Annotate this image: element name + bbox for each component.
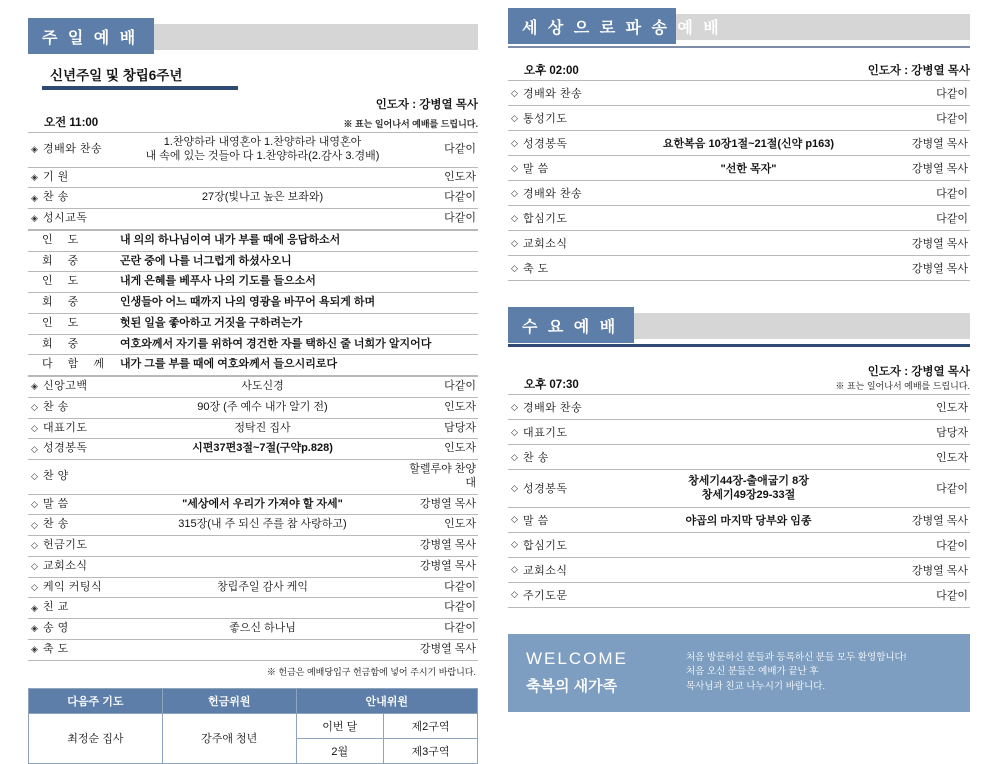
order-item-content [607, 256, 890, 281]
order-mark: ◇ [508, 256, 521, 281]
order-mark: ◇ [28, 397, 41, 418]
order-item-person: 인도자 [398, 167, 478, 188]
order-item-label: 합심기도 [521, 206, 607, 231]
order-mark: ◇ [508, 582, 521, 607]
order-row [508, 206, 970, 231]
order-mark: ◇ [508, 507, 521, 532]
order-item-label: 말 씀 [521, 156, 607, 181]
duty-table [28, 688, 478, 764]
order-item-person: 다같이 [890, 470, 970, 508]
order-content-line: 창세기49장29-33절 [701, 489, 796, 502]
order-item-person: 다같이 [890, 206, 970, 231]
order-row [28, 377, 478, 398]
order-item-content [607, 420, 890, 445]
order-item-content: 27장(빛나고 높은 보좌와) [127, 188, 398, 209]
order-item-person: 다같이 [398, 598, 478, 619]
order-item-content [607, 106, 890, 131]
order-mark: ◇ [508, 395, 521, 420]
order-content-line: 1.찬양하라 내영혼아 1.찬양하라 내영혼아 [163, 136, 362, 148]
responsive-row [28, 230, 478, 251]
order-mark: ◇ [508, 206, 521, 231]
responsive-text: 내가 그를 부를 때에 여호와께서 들으시리로다 [114, 355, 478, 376]
order-item-label: 성경봉독 [41, 439, 127, 460]
order-item-label: 헌금기도 [41, 536, 127, 557]
welcome-text-line: 처음 방문하신 분들과 등록하신 분들 모두 환영합니다! [686, 651, 907, 663]
order-item-person: 강병열 목사 [398, 556, 478, 577]
order-item-person: 다같이 [890, 106, 970, 131]
order-item-person: 강병열 목사 [890, 231, 970, 256]
mission-service-banner [508, 8, 970, 46]
order-item-label: 축 도 [521, 256, 607, 281]
order-mark: ◇ [508, 156, 521, 181]
order-item-label: 성경봉독 [521, 131, 607, 156]
order-item-label: 경배와 찬송 [41, 133, 127, 168]
order-row [28, 167, 478, 188]
order-mark: ◇ [28, 515, 41, 536]
order-mark: ◇ [508, 532, 521, 557]
order-row [508, 420, 970, 445]
order-item-person: 인도자 [398, 439, 478, 460]
order-item-person: 강병열 목사 [398, 639, 478, 660]
responsive-role: 인 도 [28, 230, 114, 251]
welcome-text-line: 처음 오신 분들은 예배가 끝난 후 [686, 666, 819, 678]
order-item-content: 사도신경 [127, 377, 398, 398]
order-item-content [127, 536, 398, 557]
wednesday-time: 오후 07:30 [524, 379, 579, 391]
order-item-content: 315장(내 주 되신 주를 참 사랑하고) [127, 515, 398, 536]
order-item-label: 기 원 [41, 167, 127, 188]
order-item-content [607, 470, 890, 508]
duty-header-guide: 안내위원 [296, 688, 477, 713]
order-mark: ◈ [28, 188, 41, 209]
order-mark: ◇ [28, 460, 41, 495]
sunday-order-table-part1 [28, 132, 478, 230]
wed-banner-underline [508, 344, 970, 347]
duty-header-offering: 헌금위원 [162, 688, 296, 713]
order-row [28, 460, 478, 495]
order-item-label: 케익 커팅식 [41, 577, 127, 598]
order-mark: ◇ [508, 445, 521, 470]
wednesday-service-banner [508, 307, 970, 345]
order-mark: ◈ [28, 619, 41, 640]
order-mark: ◇ [28, 418, 41, 439]
responsive-role: 회 중 [28, 293, 114, 314]
order-item-person: 다같이 [398, 133, 478, 168]
order-mark: ◇ [28, 494, 41, 515]
wednesday-leader: 인도자 : 강병열 목사 [867, 366, 970, 378]
responsive-row [28, 355, 478, 376]
order-content-line: 창세기44장-출애굽기 8장 [688, 475, 809, 487]
responsive-row [28, 251, 478, 272]
order-item-content [607, 532, 890, 557]
mission-time: 오후 02:00 [524, 65, 579, 77]
welcome-text-line: 목사님과 친교 나누시기 바랍니다. [686, 680, 826, 692]
sunday-service-banner [28, 18, 478, 56]
order-item-content [607, 206, 890, 231]
order-mark: ◇ [508, 81, 521, 106]
order-item-content [607, 445, 890, 470]
order-item-person: 강병열 목사 [890, 156, 970, 181]
responsive-row [28, 293, 478, 314]
order-mark: ◈ [28, 209, 41, 230]
order-mark: ◇ [508, 470, 521, 508]
order-item-person: 다같이 [398, 377, 478, 398]
responsive-text: 헛된 일을 좋아하고 거짓을 구하려는가 [114, 313, 478, 334]
responsive-text: 내게 은혜를 베푸사 나의 기도를 들으소서 [114, 272, 478, 293]
order-item-label: 주기도문 [521, 582, 607, 607]
wednesday-leader-block [835, 363, 970, 392]
order-item-person: 다같이 [890, 181, 970, 206]
order-item-person: 강병열 목사 [890, 557, 970, 582]
order-row [508, 557, 970, 582]
sunday-time-row [28, 114, 478, 130]
right-column [508, 8, 970, 712]
mission-banner-underline [508, 46, 970, 48]
order-row [508, 582, 970, 607]
offering-footnote: ※ 헌금은 예배당입구 헌금함에 넣어 주시기 바랍니다. [266, 666, 476, 677]
order-item-content [607, 81, 890, 106]
duty-offering-name: 강주애 청년 [162, 713, 296, 763]
order-item-label: 찬 송 [521, 445, 607, 470]
duty-guide-value-0: 제2구역 [383, 713, 477, 738]
order-mark: ◇ [508, 181, 521, 206]
order-item-person: 강병열 목사 [890, 256, 970, 281]
order-item-person: 다같이 [890, 532, 970, 557]
order-item-content [607, 395, 890, 420]
responsive-row [28, 313, 478, 334]
welcome-title-block [526, 649, 686, 696]
order-item-label: 찬 송 [41, 397, 127, 418]
wednesday-time-row [508, 363, 970, 392]
order-row [28, 494, 478, 515]
duty-header-prayer: 다음주 기도 [29, 688, 163, 713]
order-mark: ◈ [28, 133, 41, 168]
order-item-content: 시편37편3절~7절(구약p.828) [127, 439, 398, 460]
order-item-label: 교회소식 [521, 557, 607, 582]
order-row [28, 598, 478, 619]
responsive-role: 다 함 께 [28, 355, 114, 376]
order-item-content: 요한복음 10장1절~21절(신약 p163) [607, 131, 890, 156]
order-item-person: 담당자 [398, 418, 478, 439]
order-item-label: 신앙고백 [41, 377, 127, 398]
order-item-person: 다같이 [890, 81, 970, 106]
order-item-label: 교회소식 [521, 231, 607, 256]
duty-guide-value-1: 제3구역 [383, 738, 477, 763]
order-item-person: 강병열 목사 [890, 131, 970, 156]
responsive-text: 인생들아 어느 때까지 나의 영광을 바꾸어 욕되게 하며 [114, 293, 478, 314]
order-row [508, 156, 970, 181]
order-mark: ◇ [508, 131, 521, 156]
order-item-label: 찬 송 [41, 188, 127, 209]
wednesday-standing-note: ※ 표는 일어나서 예배를 드립니다. [835, 381, 970, 391]
order-mark: ◈ [28, 639, 41, 660]
sunday-standing-note: ※ 표는 일어나서 예배를 드립니다. [343, 119, 478, 129]
responsive-role: 인 도 [28, 313, 114, 334]
order-row [28, 619, 478, 640]
order-item-label: 성시교독 [41, 209, 127, 230]
order-item-person: 다같이 [398, 188, 478, 209]
order-row [508, 395, 970, 420]
order-item-person: 인도자 [398, 515, 478, 536]
order-item-content [127, 209, 398, 230]
order-item-content [127, 460, 398, 495]
order-item-content [607, 557, 890, 582]
order-item-person: 인도자 [398, 397, 478, 418]
order-item-content [607, 231, 890, 256]
order-item-label: 합심기도 [521, 532, 607, 557]
order-item-content [607, 181, 890, 206]
order-item-label: 경배와 찬송 [521, 181, 607, 206]
order-row [508, 181, 970, 206]
order-content-line: 내 속에 있는 것들아 다 1.찬양하라(2.감사 3.경배) [145, 149, 380, 162]
order-row [508, 106, 970, 131]
order-item-person: 인도자 [890, 395, 970, 420]
left-column [28, 18, 478, 764]
order-item-content: "선한 목자" [607, 156, 890, 181]
order-item-label: 찬 양 [41, 460, 127, 495]
order-row [28, 515, 478, 536]
order-row [28, 397, 478, 418]
order-item-content [127, 133, 398, 168]
order-mark: ◇ [28, 577, 41, 598]
order-item-content: 좋으신 하나님 [127, 619, 398, 640]
subtitle-rule [42, 86, 238, 90]
order-item-label: 성경봉독 [521, 470, 607, 508]
order-row [28, 556, 478, 577]
order-item-content: 90장 (주 예수 내가 알기 전) [127, 397, 398, 418]
wednesday-order-table [508, 394, 970, 608]
responsive-row [28, 334, 478, 355]
order-item-person: 강병열 목사 [890, 507, 970, 532]
welcome-title-en: WELCOME [526, 649, 628, 669]
order-item-person: 담당자 [890, 420, 970, 445]
order-item-person: 다같이 [398, 209, 478, 230]
wednesday-service-title: 수 요 예 배 [522, 319, 619, 336]
order-item-label: 축 도 [41, 639, 127, 660]
order-item-person: 다같이 [398, 619, 478, 640]
responsive-text: 곤란 중에 나를 너그럽게 하셨사오니 [114, 251, 478, 272]
duty-guide-label-1: 2월 [296, 738, 383, 763]
order-item-label: 말 씀 [41, 494, 127, 515]
sunday-order-table-part2 [28, 376, 478, 661]
order-mark: ◈ [28, 167, 41, 188]
order-item-content [127, 167, 398, 188]
order-item-label: 대표기도 [41, 418, 127, 439]
order-mark: ◇ [28, 556, 41, 577]
order-item-person: 강병열 목사 [398, 494, 478, 515]
order-row [28, 639, 478, 660]
order-row [508, 507, 970, 532]
order-item-label: 찬 송 [41, 515, 127, 536]
order-item-label: 대표기도 [521, 420, 607, 445]
responsive-reading-table [28, 230, 478, 376]
order-row [28, 418, 478, 439]
order-item-content [607, 582, 890, 607]
order-item-person: 할렐루야 찬양대 [398, 460, 478, 495]
order-item-label: 통성기도 [521, 106, 607, 131]
sunday-leader: 인도자 : 강병열 목사 [375, 99, 478, 111]
order-item-content [127, 598, 398, 619]
order-mark: ◇ [508, 557, 521, 582]
welcome-text [686, 651, 906, 695]
mission-time-row [508, 62, 970, 78]
order-row [508, 445, 970, 470]
order-mark: ◈ [28, 598, 41, 619]
order-item-content: 창립주일 감사 케익 [127, 577, 398, 598]
order-mark: ◇ [508, 106, 521, 131]
order-row [28, 209, 478, 230]
order-row [508, 256, 970, 281]
order-mark: ◈ [28, 377, 41, 398]
order-mark: ◇ [508, 420, 521, 445]
order-row [508, 81, 970, 106]
order-item-label: 경배와 찬송 [521, 81, 607, 106]
responsive-text: 여호와께서 자기를 위하여 경건한 자를 택하신 줄 너희가 알지어다 [114, 334, 478, 355]
order-item-label: 경배와 찬송 [521, 395, 607, 420]
order-item-label: 송 영 [41, 619, 127, 640]
duty-prayer-name: 최정순 집사 [29, 713, 163, 763]
sunday-service-title: 주 일 예 배 [42, 30, 139, 47]
order-item-content: 정탁진 집사 [127, 418, 398, 439]
order-mark: ◇ [28, 536, 41, 557]
order-item-content [127, 639, 398, 660]
order-item-label: 친 교 [41, 598, 127, 619]
order-row [28, 133, 478, 168]
order-mark: ◇ [508, 231, 521, 256]
order-row [28, 536, 478, 557]
order-item-content: "세상에서 우리가 가져야 할 자세" [127, 494, 398, 515]
order-item-content [127, 556, 398, 577]
order-item-person: 강병열 목사 [398, 536, 478, 557]
order-row [508, 131, 970, 156]
order-item-label: 말 씀 [521, 507, 607, 532]
sunday-service-subtitle: 신년주일 및 창립6주년 [50, 68, 183, 83]
responsive-role: 회 중 [28, 334, 114, 355]
order-row [28, 439, 478, 460]
responsive-role: 회 중 [28, 251, 114, 272]
order-row [28, 188, 478, 209]
mission-order-table [508, 80, 970, 281]
order-item-person: 다같이 [890, 582, 970, 607]
order-item-person: 인도자 [890, 445, 970, 470]
mission-leader: 인도자 : 강병열 목사 [867, 65, 970, 77]
order-row [508, 231, 970, 256]
order-row [508, 470, 970, 508]
mission-service-title: 세 상 으 로 파 송 예 배 [522, 20, 722, 37]
responsive-row [28, 272, 478, 293]
order-item-content: 야곱의 마지막 당부와 임종 [607, 507, 890, 532]
order-item-person: 다같이 [398, 577, 478, 598]
order-row [28, 577, 478, 598]
welcome-title-ko: 축복의 새가족 [526, 678, 618, 696]
duty-guide-label-0: 이번 달 [296, 713, 383, 738]
responsive-role: 인 도 [28, 272, 114, 293]
sunday-time: 오전 11:00 [44, 117, 99, 129]
responsive-text: 내 의의 하나님이여 내가 부를 때에 응답하소서 [114, 230, 478, 251]
order-item-label: 교회소식 [41, 556, 127, 577]
order-row [508, 532, 970, 557]
welcome-box [508, 634, 970, 712]
order-mark: ◇ [28, 439, 41, 460]
